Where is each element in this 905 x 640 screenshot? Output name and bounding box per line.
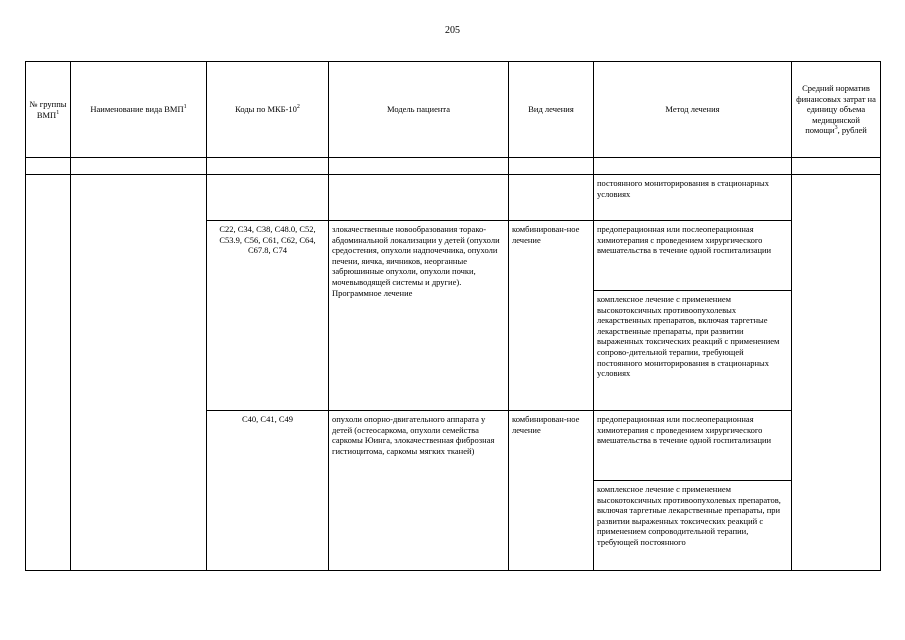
cost-cell <box>792 175 881 571</box>
treatment-method-cell: комплексное лечение с применением высокотоксичных противоопухолевых препаратов, включая таргетные лекарственные препараты, при развитии выраженных токсических реакций с применением сопроводительной терапии, требующей постоянного <box>594 481 792 571</box>
header-icd-codes: Коды по МКБ-$10^2$ <box>207 62 329 158</box>
vmp-name-cell <box>71 175 207 571</box>
empty-cell <box>207 175 329 221</box>
header-row <box>26 62 881 158</box>
header-patient-model: Модель пациента <box>329 62 509 158</box>
header-treatment-method: Метод лечения <box>594 62 792 158</box>
header-group-number: № группы ВМП$^1$ <box>26 62 71 158</box>
empty-cell <box>71 158 207 175</box>
header-cost-standard: Средний норматив финансовых затрат на единицу объема медицинской помощи$^3$, рублей <box>792 62 881 158</box>
icd-codes-cell: C22, C34, C38, C48.0, C52, C53.9, C56, C61, C62, C64, C67.8, C74 <box>207 221 329 411</box>
empty-cell <box>509 158 594 175</box>
patient-model-cell: опухоли опорно-двигательного аппарата у детей (остеосаркома, опухоли семейства саркомы Юинга, злокачественная фиброзная гистиоцитома, саркомы мягких тканей) <box>329 411 509 571</box>
patient-model-cell: злокачественные новообразования торако-абдоминальной локализации у детей (опухоли средостения, опухоли надпочечника, опухоли печени, яичка, яичников, неорганные забрюшинные опухоли, опухоли почки, мочевыводящей системы и другие). Программное лечение <box>329 221 509 411</box>
empty-cell <box>594 158 792 175</box>
vmp-table <box>25 61 881 571</box>
empty-cell <box>26 158 71 175</box>
treatment-method-cell: комплексное лечение с применением высокотоксичных противоопухолевых лекарственных препаратов, включая таргетные лекарственные препараты, при развитии выраженных токсических реакций с применением сопрово-дительной терапии, требующей постоянного мониторирования в стационарных условиях <box>594 291 792 411</box>
treatment-type-cell: комбинирован-ное лечение <box>509 411 594 571</box>
header-treatment-type: Вид лечения <box>509 62 594 158</box>
empty-cell <box>792 158 881 175</box>
empty-cell <box>509 175 594 221</box>
empty-cell <box>207 158 329 175</box>
treatment-method-cell: предоперационная или послеоперационная химиотерапия с проведением хирургического вмешательства в течение одной госпитализации <box>594 221 792 291</box>
empty-cell <box>329 175 509 221</box>
column-number-row <box>26 158 881 175</box>
table-row <box>26 175 881 221</box>
empty-cell <box>329 158 509 175</box>
page-number: 205 <box>445 25 460 36</box>
treatment-method-cell: предоперационная или послеоперационная химиотерапия с проведением хирургического вмешательства в течение одной госпитализации <box>594 411 792 481</box>
icd-codes-cell: C40, C41, C49 <box>207 411 329 571</box>
treatment-type-cell: комбинирован-ное лечение <box>509 221 594 411</box>
header-vmp-name: Наименование вида ВМП$^1$ <box>71 62 207 158</box>
group-number-cell <box>26 175 71 571</box>
treatment-method-cell: постоянного мониторирования в стационарных условиях <box>594 175 792 221</box>
